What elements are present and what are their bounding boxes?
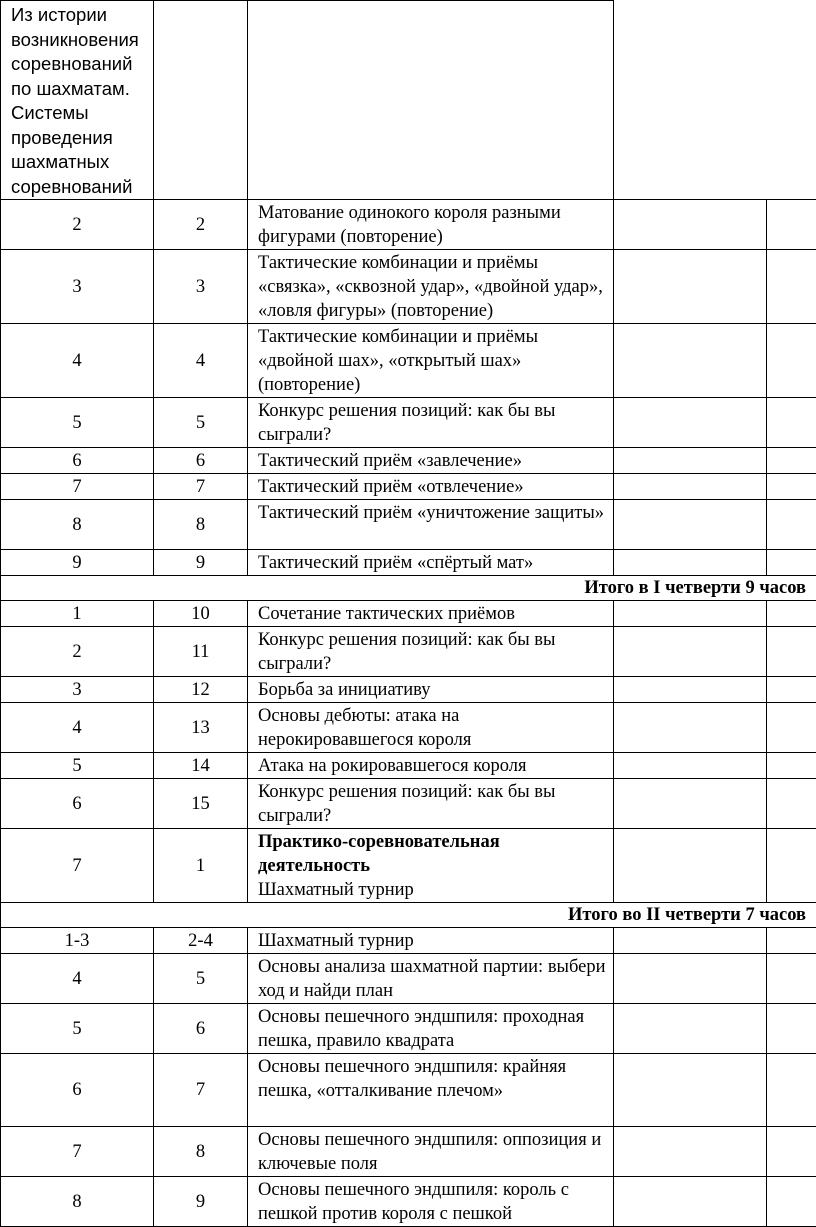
date-plan-cell: [614, 1054, 767, 1127]
lesson-topic: Тактический приём «уничтожение защиты»: [248, 500, 614, 550]
lesson-topic: Конкурс решения позиций: как бы вы сыграли?: [248, 779, 614, 829]
lesson-number: 9: [154, 550, 248, 576]
table-row: [1, 200, 816, 250]
row-number: 5: [1, 398, 154, 448]
table-row: [1, 703, 816, 753]
table-row: [1, 928, 816, 954]
row-number: 1-3: [1, 928, 154, 954]
date-plan-cell: [614, 448, 767, 474]
row-number: 6: [1, 1054, 154, 1127]
row-number: 6: [1, 779, 154, 829]
date-plan-cell: [614, 474, 767, 500]
table-row: [1, 753, 816, 779]
date-fact-cell: [767, 1054, 816, 1127]
lesson-number: 15: [154, 779, 248, 829]
date-plan-cell: [614, 627, 767, 677]
intro-row: [1, 1, 816, 200]
lesson-topic: Борьба за инициативу: [248, 677, 614, 703]
date-fact-cell: [767, 200, 816, 250]
row-number: 4: [1, 954, 154, 1004]
date-fact-cell: [767, 1004, 816, 1054]
date-plan-cell: [614, 200, 767, 250]
lesson-topic: Конкурс решения позиций: как бы вы сыграли?: [248, 627, 614, 677]
row-number: 9: [1, 550, 154, 576]
date-plan-cell: [614, 1127, 767, 1177]
table-row: [1, 1177, 816, 1227]
date-plan-cell: [614, 250, 767, 324]
table-row: [1, 829, 816, 903]
date-fact-cell: [767, 324, 816, 398]
table-row: [1, 448, 816, 474]
row-number: 5: [1, 753, 154, 779]
lesson-topic: Основы пешечного эндшпиля: оппозиция и ключевые поля: [248, 1127, 614, 1177]
row-number: 8: [1, 500, 154, 550]
date-plan-cell: [614, 1004, 767, 1054]
row-number: 6: [1, 448, 154, 474]
lesson-number: 5: [154, 398, 248, 448]
lesson-number: 6: [154, 448, 248, 474]
lesson-topic: Шахматный турнир: [248, 928, 614, 954]
row-number: 5: [1, 1004, 154, 1054]
table-row: [1, 550, 816, 576]
summary-text: Итого во II четверти 7 часов: [1, 903, 816, 928]
table-row: [1, 1004, 816, 1054]
row-number: 8: [1, 1177, 154, 1227]
lesson-number: 8: [154, 500, 248, 550]
lesson-topic: Основы пешечного эндшпиля: крайняя пешка, «отталкивание плечом»: [248, 1054, 614, 1127]
table-row: [1, 601, 816, 627]
table-row: [1, 779, 816, 829]
date-plan-cell: [614, 753, 767, 779]
date-plan-cell: [614, 703, 767, 753]
table-row: [1, 324, 816, 398]
lesson-number: 5: [154, 954, 248, 1004]
row-number: 4: [1, 324, 154, 398]
date-plan-cell: [614, 550, 767, 576]
table-row: [1, 1127, 816, 1177]
date-fact-cell: [767, 677, 816, 703]
date-fact-cell: [767, 753, 816, 779]
table-row: [1, 250, 816, 324]
summary-row-q1: [1, 576, 816, 601]
lesson-number: 11: [154, 627, 248, 677]
date-plan-cell: [614, 601, 767, 627]
table-row: [1, 677, 816, 703]
intro-empty-cell: [154, 1, 248, 200]
lesson-topic: Тактические комбинации и приёмы «связка», «сквозной удар», «двойной удар», «ловля фигуры» (повторение): [248, 250, 614, 324]
date-fact-cell: [767, 627, 816, 677]
date-fact-cell: [767, 954, 816, 1004]
intro-blank-area: [614, 1, 816, 200]
date-plan-cell: [614, 324, 767, 398]
intro-topic: Из истории возникновения соревнований по шахматам. Системы проведения шахматных соревнований: [1, 1, 154, 200]
date-plan-cell: [614, 677, 767, 703]
table-row: [1, 627, 816, 677]
lesson-topic: Основы пешечного эндшпиля: король с пешкой против короля с пешкой: [248, 1177, 614, 1227]
lesson-topic: Матование одинокого короля разными фигурами (повторение): [248, 200, 614, 250]
date-plan-cell: [614, 829, 767, 903]
lesson-topic-text: Шахматный турнир: [258, 878, 607, 902]
date-fact-cell: [767, 928, 816, 954]
row-number: 4: [1, 703, 154, 753]
date-plan-cell: [614, 954, 767, 1004]
date-fact-cell: [767, 779, 816, 829]
row-number: 7: [1, 829, 154, 903]
lesson-topic: [248, 829, 614, 903]
lesson-number: 12: [154, 677, 248, 703]
date-fact-cell: [767, 550, 816, 576]
lesson-number: 2: [154, 200, 248, 250]
date-fact-cell: [767, 474, 816, 500]
lesson-topic: Конкурс решения позиций: как бы вы сыграли?: [248, 398, 614, 448]
row-number: 1: [1, 601, 154, 627]
intro-empty-cell: [248, 1, 614, 200]
lesson-number: 9: [154, 1177, 248, 1227]
lesson-topic: Основы дебюты: атака на нерокировавшегося короля: [248, 703, 614, 753]
date-plan-cell: [614, 779, 767, 829]
row-number: 7: [1, 474, 154, 500]
lesson-number: 3: [154, 250, 248, 324]
table-row: [1, 1054, 816, 1127]
table-row: [1, 474, 816, 500]
date-fact-cell: [767, 1127, 816, 1177]
date-fact-cell: [767, 250, 816, 324]
lesson-number: 14: [154, 753, 248, 779]
lesson-topic: Тактический приём «спёртый мат»: [248, 550, 614, 576]
lesson-number: 2-4: [154, 928, 248, 954]
date-fact-cell: [767, 703, 816, 753]
summary-row-q2: [1, 903, 816, 928]
date-fact-cell: [767, 601, 816, 627]
lesson-number: 4: [154, 324, 248, 398]
date-fact-cell: [767, 1177, 816, 1227]
lesson-topic: Тактические комбинации и приёмы «двойной шах», «открытый шах» (повторение): [248, 324, 614, 398]
date-fact-cell: [767, 829, 816, 903]
lesson-topic: Атака на рокировавшегося короля: [248, 753, 614, 779]
lesson-topic: Тактический приём «завлечение»: [248, 448, 614, 474]
lesson-number: 13: [154, 703, 248, 753]
lesson-number: 6: [154, 1004, 248, 1054]
row-number: 2: [1, 200, 154, 250]
summary-text: Итого в I четверти 9 часов: [1, 576, 816, 601]
lesson-topic-heading: Практико-соревновательная деятельность: [258, 830, 607, 878]
table-row: [1, 954, 816, 1004]
table-row: [1, 398, 816, 448]
date-plan-cell: [614, 500, 767, 550]
lesson-number: 8: [154, 1127, 248, 1177]
date-fact-cell: [767, 398, 816, 448]
lesson-topic: Основы анализа шахматной партии: выбери ход и найди план: [248, 954, 614, 1004]
lesson-number: 7: [154, 474, 248, 500]
lesson-number: 10: [154, 601, 248, 627]
lesson-number: 1: [154, 829, 248, 903]
date-plan-cell: [614, 398, 767, 448]
row-number: 7: [1, 1127, 154, 1177]
row-number: 2: [1, 627, 154, 677]
date-plan-cell: [614, 928, 767, 954]
lesson-number: 7: [154, 1054, 248, 1127]
row-number: 3: [1, 250, 154, 324]
date-fact-cell: [767, 500, 816, 550]
row-number: 3: [1, 677, 154, 703]
table-row: [1, 500, 816, 550]
date-fact-cell: [767, 448, 816, 474]
date-plan-cell: [614, 1177, 767, 1227]
lesson-topic: Сочетание тактических приёмов: [248, 601, 614, 627]
lesson-topic: Основы пешечного эндшпиля: проходная пешка, правило квадрата: [248, 1004, 614, 1054]
lesson-topic: Тактический приём «отвлечение»: [248, 474, 614, 500]
